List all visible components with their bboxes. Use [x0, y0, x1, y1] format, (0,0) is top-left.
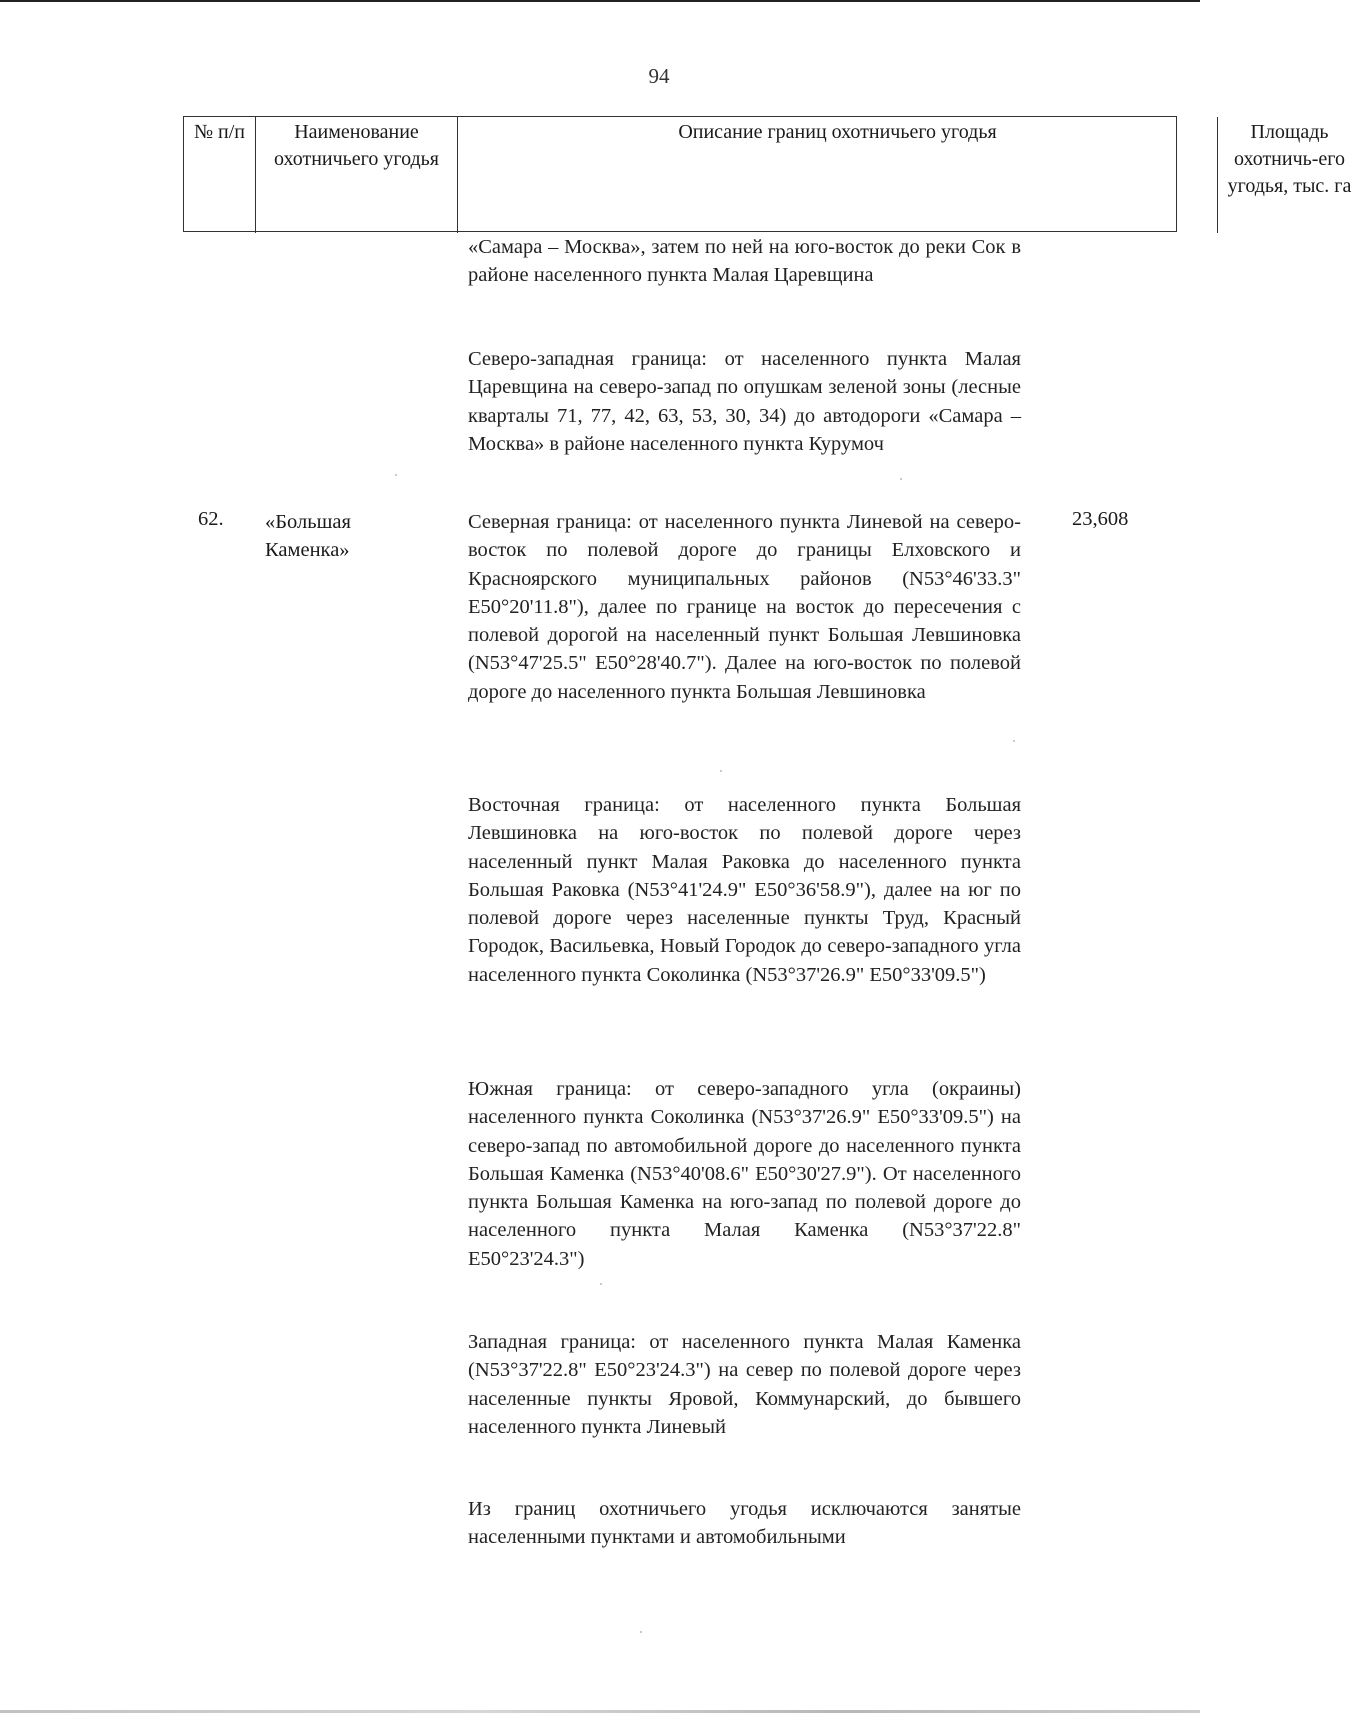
continuation-paragraph-2: Северо-западная граница: от населенного пункта Малая Царевщина на северо-запад по опушкам зеленой зоны (лесные кварталы 71, 77, 42, 63, 53, 30, 34) до автодороги «Самара – Москва» в районе населенного пункта Курумоч [468, 348, 1021, 455]
scan-speck [600, 1283, 602, 1285]
south-boundary-paragraph: Южная граница: от северо-западного угла (окраины) населенного пункта Соколинка (N53°37'26.9" E50°33'09.5") на северо-запад по автомобильной дороге до населенного пункта Большая Каменка (N53°40'08.6" E50°30'27.9"). От населенного пункта Большая Каменка на юго-запад по полевой дороге до населенного пункта Малая Каменка (N53°37'22.8" E50°23'24.3") [468, 1078, 1021, 1270]
continuation-paragraph-1: «Самара – Москва», затем по ней на юго-восток до реки Сок в районе населенного пункта Малая Царевщина [468, 236, 1021, 287]
table-header [183, 116, 1352, 232]
row-number: 62. [198, 508, 224, 530]
header-col-description: Описание границ охотничьего угодья [458, 117, 1218, 233]
east-boundary-paragraph: Восточная граница: от населенного пункта Большая Левшиновка на юго-восток по полевой дороге через населенный пункт Малая Раковка до населенного пункта Большая Раковка (N53°41'24.9" E50°36'58.9"), далее на юг по полевой дороге через населенные пункты Труд, Красный Городок, Васильевка, Новый Городок до северо-западного угла населенного пункта Соколинка (N53°37'26.9" E50°33'09.5") [468, 794, 1021, 986]
header-col-area: Площадь охотничь-его угодья, тыс. га [1227, 121, 1352, 197]
header-col-number: № п/п [184, 117, 256, 233]
row-hunting-ground-name: «Большая Каменка» [265, 511, 351, 562]
west-boundary-paragraph: Западная граница: от населенного пункта Малая Каменка (N53°37'22.8" E50°23'24.3") на север по полевой дороге через населенные пункты Яровой, Коммунарский, до бывшего населенного пункта Линевый [468, 1331, 1021, 1438]
scan-speck [720, 770, 722, 772]
exclusion-paragraph: Из границ охотничьего угодья исключаются занятые населенными пунктами и автомобильными [468, 1498, 1021, 1549]
scan-speck [640, 1631, 642, 1633]
scan-speck [1013, 740, 1015, 742]
scan-speck [395, 474, 397, 476]
north-boundary-paragraph: Северная граница: от населенного пункта Линевой на северо-восток по полевой дороге до границы Елховского и Красноярского муниципальных районов (N53°46'33.3" E50°20'11.8"), далее по границе на восток до пересечения с полевой дорогой на населенный пункт Большая Левшиновка (N53°47'25.5" E50°28'40.7"). Далее на юго-восток по полевой дороге до населенного пункта Большая Левшиновка [468, 511, 1021, 703]
header-col-name: Наименование охотничьего угодья [256, 117, 458, 233]
scan-top-edge [0, 0, 1200, 2]
row-area-value: 23,608 [1072, 508, 1129, 530]
page-number: 94 [648, 64, 670, 88]
scan-speck [900, 478, 902, 480]
